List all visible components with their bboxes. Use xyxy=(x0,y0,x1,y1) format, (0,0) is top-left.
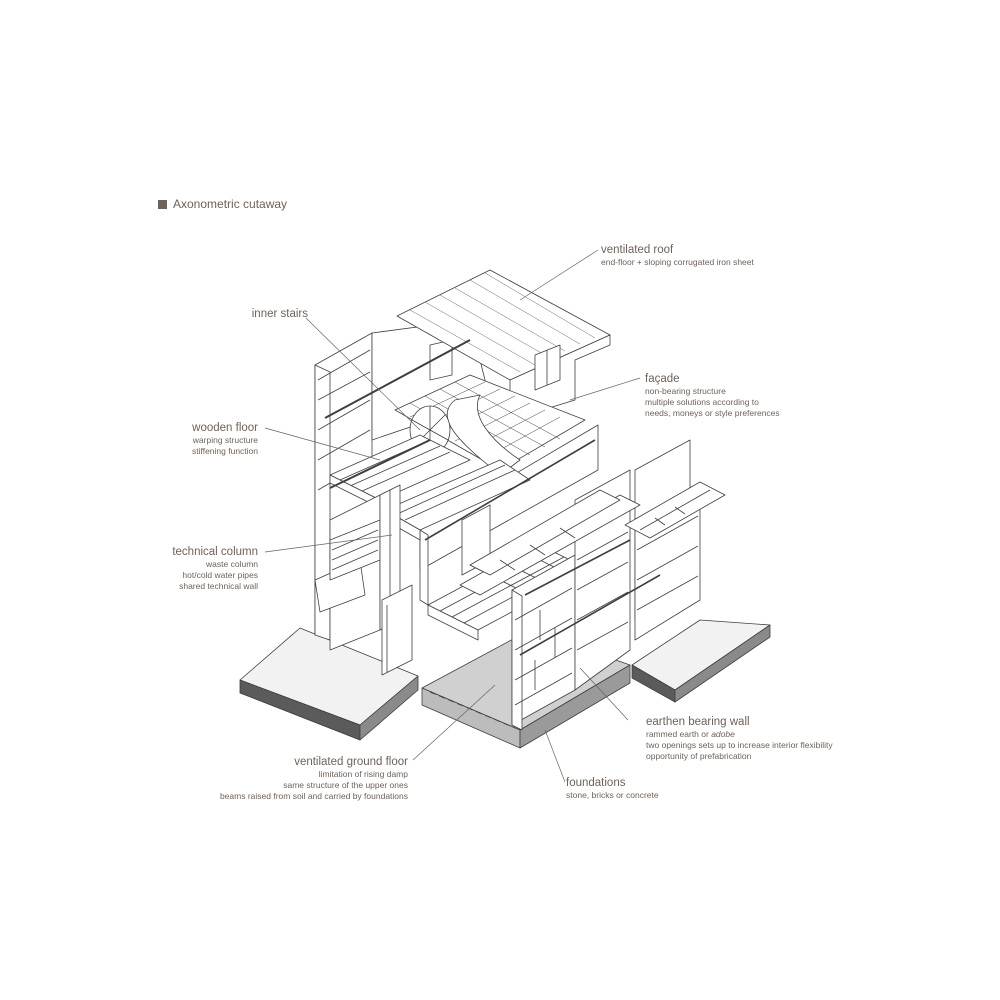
label-technical-column: technical column waste column hot/cold water pipes shared technical wall xyxy=(172,546,258,591)
label-wooden-floor: wooden floor warping structure stiffening function xyxy=(192,422,258,456)
earthen-wall-line1: rammed earth or adobe xyxy=(646,729,735,739)
label-facade: façade non-bearing structure multiple solutions according to needs, moneys or style preferences xyxy=(645,373,780,418)
label-inner-stairs: inner stairs xyxy=(251,308,308,320)
title-text: Axonometric cutaway xyxy=(173,197,288,211)
label-ventilated-roof: ventilated roof end-floor + sloping corrugated iron sheet xyxy=(601,244,754,267)
ground-door xyxy=(382,585,412,675)
label-foundations: foundations stone, bricks or concrete xyxy=(566,777,659,800)
leader-foundations xyxy=(545,730,565,782)
right-ground-slab xyxy=(632,620,770,702)
label-earthen-bearing-wall: earthen bearing wall rammed earth or adobe two openings sets up to increase interior flexibility opportunity of prefabrication xyxy=(646,716,833,761)
title-square-icon xyxy=(158,200,167,209)
earthen-wall-right xyxy=(635,440,700,640)
diagram-title xyxy=(158,197,287,211)
label-ventilated-ground-floor: ventilated ground floor limitation of rising damp same structure of the upper ones beams raised from soil and carried by foundations xyxy=(219,756,408,801)
leader-facade xyxy=(570,378,640,400)
leader-ventilated-roof xyxy=(520,250,598,300)
